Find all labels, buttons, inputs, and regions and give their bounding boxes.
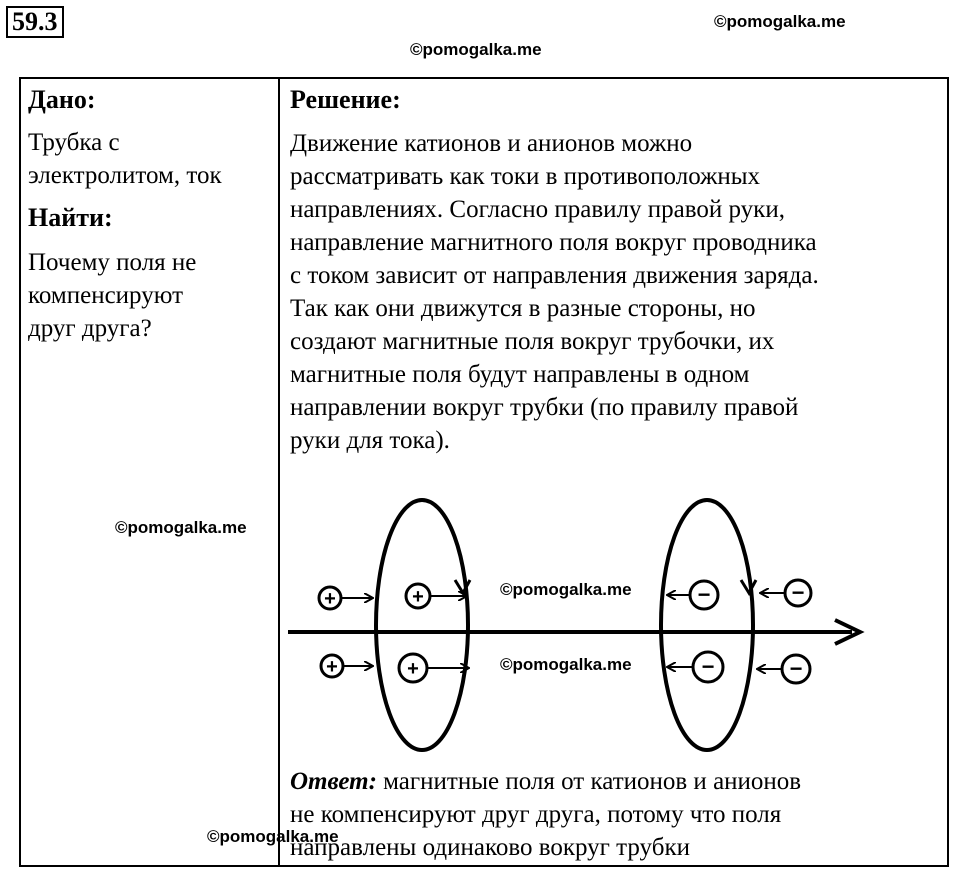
problem-number: 59.3 [6, 6, 64, 38]
svg-text:−: − [791, 580, 805, 605]
anion-minus-icon [761, 580, 811, 606]
answer-line-text: магнитные поля от катионов и анионов [383, 768, 802, 795]
svg-text:+: + [412, 586, 424, 608]
answer-label: Ответ: [290, 768, 377, 795]
watermark: ©pomogalka.me [500, 655, 632, 674]
cation-plus-icon [399, 654, 468, 682]
answer-text [290, 765, 940, 864]
tube-field-diagram [280, 480, 880, 765]
anion-minus-icon [668, 652, 723, 682]
solution-heading: Решение: [290, 85, 401, 114]
solution-line: рассматривать как токи в противоположных [290, 163, 761, 190]
cation-plus-icon [319, 587, 372, 610]
find-line: Почему поля не [28, 249, 197, 276]
svg-text:−: − [701, 654, 715, 679]
svg-text:+: + [326, 656, 338, 678]
answer-line: направлены одинаково вокруг трубки [290, 834, 690, 861]
answer-line: не компенсируют друг друга, потому что поля [290, 801, 782, 828]
given-heading: Дано: [28, 85, 96, 114]
anion-minus-icon [668, 581, 718, 609]
solution-line: направление магнитного поля вокруг проводника [290, 229, 817, 256]
solution-line: направлениях. Согласно правилу правой руки, [290, 196, 785, 223]
solution-line: руки для тока). [290, 427, 450, 454]
svg-text:−: − [789, 656, 803, 681]
find-heading: Найти: [28, 203, 113, 232]
solution-line: Движение катионов и анионов можно [290, 130, 693, 157]
solution-line: магнитные поля будут направлены в одном [290, 361, 750, 388]
watermark: ©pomogalka.me [410, 40, 542, 59]
anion-minus-icon [758, 655, 810, 683]
cation-plus-icon [321, 655, 372, 678]
solution-line: создают магнитные поля вокруг трубочки, их [290, 328, 775, 355]
watermark: ©pomogalka.me [500, 580, 632, 599]
find-line: компенсируют [28, 282, 183, 309]
field-loop-right [661, 500, 753, 750]
field-loop-left [376, 500, 468, 750]
svg-text:+: + [407, 658, 419, 680]
watermark: ©pomogalka.me [714, 12, 846, 31]
svg-text:+: + [324, 588, 336, 610]
given-line: электролитом, ток [28, 162, 222, 189]
solution-text [290, 127, 940, 457]
solution-line: направлении вокруг трубки (по правилу правой [290, 394, 799, 421]
svg-text:−: − [697, 582, 711, 607]
watermark: ©pomogalka.me [207, 827, 339, 846]
find-line: друг друга? [28, 315, 152, 342]
solution-line: Так как они движутся в разные стороны, но [290, 295, 756, 322]
given-line: Трубка с [28, 129, 120, 156]
solution-line: с током зависит от направления движения заряда. [290, 262, 819, 289]
watermark: ©pomogalka.me [115, 518, 247, 537]
answer-line [290, 765, 940, 798]
cation-plus-icon [406, 584, 466, 608]
